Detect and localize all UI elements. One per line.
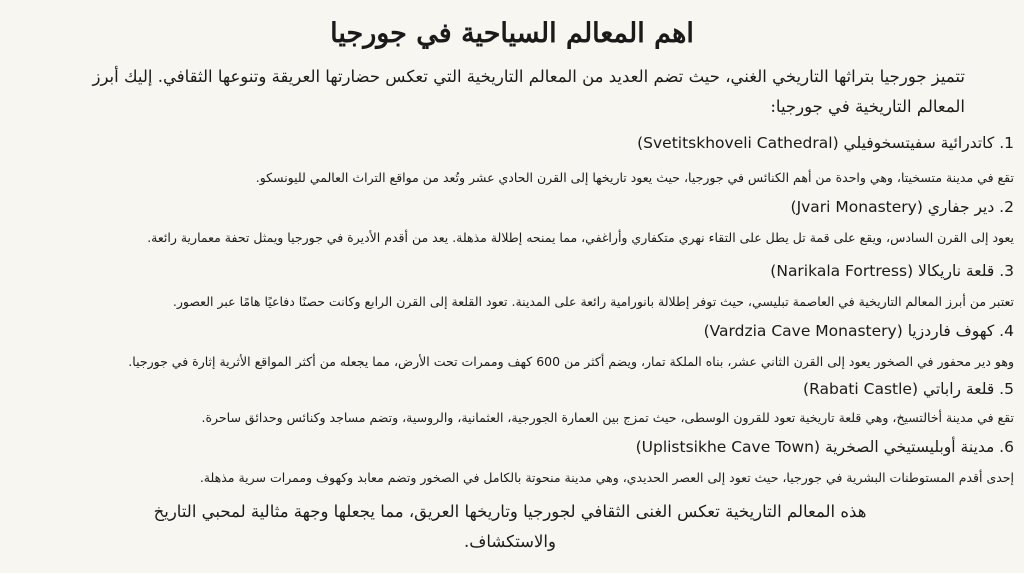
section-heading-jvari: 2. دير جفاري (Jvari Monastery) (790, 198, 1014, 216)
section-heading-uplistsikhe: 6. مدينة أوبليستيخي الصخرية (Uplistsikhe Cave Town) (635, 438, 1014, 456)
section-body-jvari: يعود إلى القرن السادس، ويقع على قمة تل يطل على التقاء نهري متكفاري وأراغفي، مما يمنحه إطلالة مذهلة. يعد من أقدم الأديرة في جورجيا ويمثل تحفة معمارية رائعة. (147, 230, 1014, 245)
section-heading-rabati: 5. قلعة راباتي (Rabati Castle) (803, 380, 1014, 398)
page-title: اهم المعالم السياحية في جورجيا (330, 18, 694, 49)
section-body-svetitskhoveli: تقع في مدينة متسخيتا، وهي واحدة من أهم الكنائس في جورجيا، حيث يعود تاريخها إلى القرن الحادي عشر وتُعد من مواقع التراث العالمي لليونسكو. (255, 170, 1014, 185)
section-body-vardzia: وهو دير محفور في الصخور يعود إلى القرن الثاني عشر، بناه الملكة تمار، ويضم أكثر من 600 كهف وممرات تحت الأرض، مما يجعله من أكثر المواقع الأثرية إثارة في جورجيا. (128, 354, 1014, 369)
conclusion-paragraph: هذه المعالم التاريخية تعكس الغنى الثقافي لجورجيا وتاريخها العريق، مما يجعلها وجهة مثالية لمحبي التاريخ والاستكشاف. (153, 502, 867, 551)
intro-paragraph: تتميز جورجيا بتراثها التاريخي الغني، حيث تضم العديد من المعالم التاريخية التي تعكس حضارتها العريقة وتنوعها الثقافي. إليك أبرز المعالم التاريخية في جورجيا: (92, 67, 965, 116)
section-heading-svetitskhoveli: 1. كاتدرائية سفيتسخوفيلي (Svetitskhoveli Cathedral) (637, 134, 1014, 152)
section-body-narikala: تعتبر من أبرز المعالم التاريخية في العاصمة تبليسي، حيث توفر إطلالة بانورامية رائعة على المدينة. تعود القلعة إلى القرن الرابع وكانت حصنًا دفاعيًا هامًا عبر العصور. (172, 294, 1014, 309)
section-heading-vardzia: 4. كهوف فاردزيا (Vardzia Cave Monastery) (703, 322, 1014, 340)
section-body-uplistsikhe: إحدى أقدم المستوطنات البشرية في جورجيا، حيث تعود إلى العصر الحديدي، وهي مدينة منحوتة بالكامل في الصخور وتضم معابد وكهوف وممرات سرية مذهلة. (199, 470, 1014, 485)
section-heading-narikala: 3. قلعة ناريكالا (Narikala Fortress) (770, 262, 1014, 280)
section-body-rabati: تقع في مدينة أخالتسيخ، وهي قلعة تاريخية تعود للقرون الوسطى، حيث تمزج بين العمارة الجورجية، العثمانية، والروسية، وتضم مساجد وكنائس وحدائق ساحرة. (201, 410, 1014, 425)
